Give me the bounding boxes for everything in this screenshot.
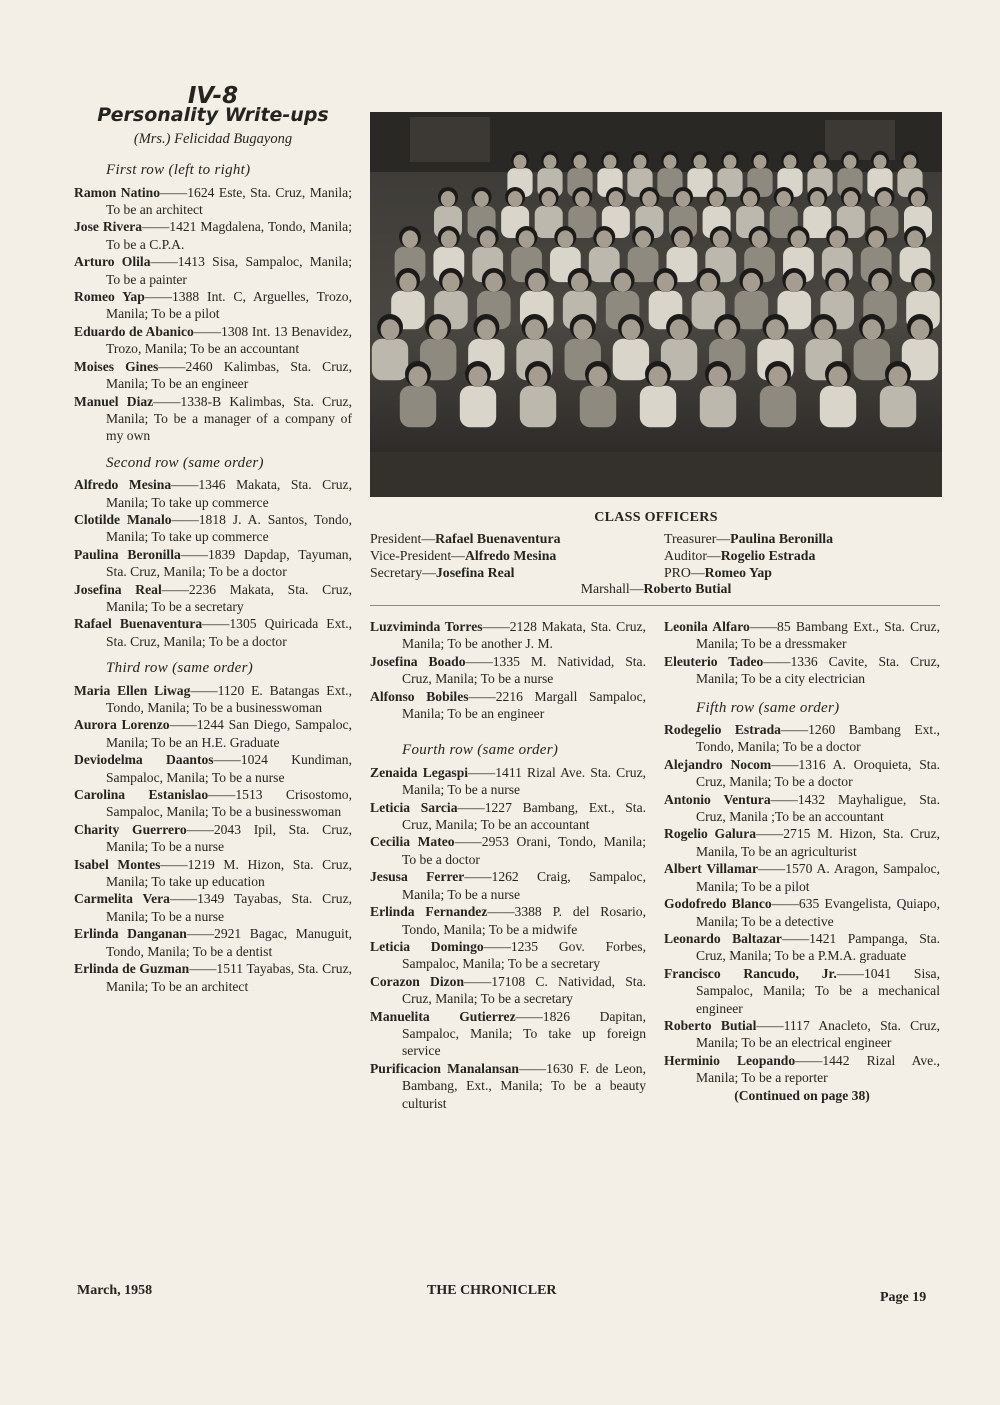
student-details: ——1413 Sisa, Sampaloc, Manila; To be a painter — [106, 254, 353, 287]
footer-date: March, 1958 — [77, 1283, 153, 1298]
student-details: ——1346 Makata, Sta. Cruz, Manila; To take up commerce — [106, 477, 352, 510]
student-name: Zenaida Legaspi — [370, 764, 469, 780]
row-heading-fifth: Fifth row (same order) — [696, 699, 840, 716]
student-entry — [74, 393, 352, 445]
student-entry — [74, 925, 352, 960]
student-entry — [664, 1017, 940, 1052]
student-details: ——1262 Craig, Sampaloc, Manila; To be a nurse — [402, 869, 646, 902]
student-details: ——1839 Dapdap, Tayuman, Sta. Cruz, Manila; To be a doctor — [106, 546, 352, 580]
student-entry — [74, 581, 352, 616]
student-entry — [74, 288, 352, 323]
student-details: ——1227 Bambang, Ext., Sta. Cruz, Manila; To be an accountant — [402, 799, 646, 833]
student-details: ——635 Evangelista, Quiapo, Manila; To be a detective — [696, 896, 940, 929]
student-entry — [74, 786, 352, 821]
student-details: ——1421 Magdalena, Tondo, Manila; To be a C.P.A. — [106, 219, 352, 252]
student-details: ——3388 P. del Rosario, Tondo, Manila; To be a midwife — [402, 904, 646, 937]
student-entry — [664, 895, 940, 930]
page-title: Personality Write-ups — [97, 104, 329, 127]
student-entry — [664, 860, 940, 895]
entry-list-third-row — [74, 682, 352, 995]
student-details: ——2043 Ipil, Sta. Cruz, Manila; To be a nurse — [106, 821, 352, 855]
student-entry — [370, 868, 646, 903]
student-entry — [370, 833, 646, 868]
student-details: ——1244 San Diego, Sampaloc, Manila; To be an H.E. Graduate — [106, 717, 352, 750]
student-entry — [74, 184, 352, 219]
adviser-name: (Mrs.) Felicidad Bugayong — [133, 130, 293, 147]
student-entry — [74, 511, 352, 546]
student-name: Eleuterio Tadeo — [664, 653, 764, 669]
class-photo-graphic — [370, 112, 942, 497]
continued-note: (Continued on page 38) — [734, 1087, 870, 1103]
student-entry — [74, 476, 352, 511]
student-name: Purificacion Manalansan — [370, 1060, 519, 1076]
student-name: Maria Ellen Liwag — [74, 682, 191, 698]
student-name: Francisco Rancudo, Jr. — [664, 965, 837, 981]
row-heading-second: Second row (same order) — [106, 454, 264, 471]
student-name: Manuelita Gutierrez — [370, 1008, 516, 1024]
student-details: ——1235 Gov. Forbes, Sampaloc, Manila; To be a secretary — [402, 938, 646, 972]
student-name: Manuel Diaz — [74, 393, 154, 409]
student-name: Josefina Boado — [370, 653, 466, 669]
student-details: ——2921 Bagac, Manuguit, Tondo, Manila; To be a dentist — [106, 926, 353, 959]
student-entry — [370, 653, 646, 688]
student-details: ——1826 Dapitan, Sampaloc, Manila; To take up foreign service — [402, 1008, 646, 1059]
student-name: Corazon Dizon — [370, 973, 465, 989]
student-entry — [74, 323, 352, 358]
student-name: Moises Gines — [74, 358, 159, 374]
class-photo — [370, 112, 942, 497]
student-details: ——1570 A. Aragon, Sampaloc, Manila; To be a pilot — [696, 861, 940, 894]
student-name: Alfredo Mesina — [74, 477, 172, 493]
student-details: ——1305 Quiricada Ext., Sta. Cruz, Manila; To be a doctor — [106, 616, 352, 649]
student-entry — [370, 799, 646, 834]
officer-secretary: Secretary—Josefina Real — [370, 565, 515, 580]
student-details: ——1411 Rizal Ave. Sta. Cruz, Manila; To be a nurse — [402, 764, 647, 798]
student-entry — [664, 965, 940, 1017]
entry-list-third-row-cont — [370, 618, 646, 722]
student-name: Josefina Real — [74, 581, 162, 597]
student-entry — [370, 764, 646, 799]
student-details: ——2128 Makata, Sta. Cruz, Manila; To be another J. M. — [402, 619, 646, 652]
student-name: Aurora Lorenzo — [74, 717, 170, 733]
student-name: Leticia Domingo — [370, 938, 484, 954]
student-name: Rogelio Galura — [664, 826, 757, 842]
left-column — [74, 83, 353, 995]
student-entry — [370, 1008, 646, 1060]
student-details: ——2460 Kalimbas, Sta. Cruz, Manila; To be an engineer — [106, 358, 352, 392]
entry-list-fourth-row — [370, 764, 646, 1112]
entry-list-first-row — [74, 184, 352, 445]
student-details: ——1432 Mayhaligue, Sta. Cruz, Manila ;To be an accountant — [696, 791, 940, 825]
student-entry — [74, 615, 352, 650]
student-entry — [74, 821, 352, 856]
student-name: Alejandro Nocom — [664, 756, 772, 772]
student-details: ——1219 M. Hizon, Sta. Cruz, Manila; To take up education — [106, 856, 352, 890]
student-details: ——2715 M. Hizon, Sta. Cruz, Manila, To be an agriculturist — [696, 826, 941, 859]
student-name: Antonio Ventura — [664, 791, 771, 807]
student-name: Roberto Butial — [664, 1017, 757, 1033]
student-details: ——17108 C. Natividad, Sta. Cruz, Manila; To be a secretary — [402, 973, 646, 1007]
officer-treasurer: Treasurer—Paulina Beronilla — [664, 531, 834, 546]
student-details: ——2216 Margall Sampaloc, Manila; To be an engineer — [402, 688, 647, 722]
student-entry — [664, 1052, 940, 1087]
student-details: ——1624 Este, Sta. Cruz, Manila; To be an architect — [106, 184, 352, 218]
student-entry — [664, 825, 940, 860]
student-details: ——1120 E. Batangas Ext., Tondo, Manila; To be a businesswoman — [106, 682, 352, 715]
footer-page-number: Page 19 — [880, 1290, 927, 1305]
student-details: ——2953 Orani, Tondo, Manila; To be a doctor — [402, 834, 646, 867]
student-details: ——1338-B Kalimbas, Sta. Cruz, Manila; To be a manager of a company of my own — [106, 393, 352, 444]
student-details: ——1511 Tayabas, Sta. Cruz, Manila; To be an architect — [106, 961, 353, 994]
student-name: Godofredo Blanco — [664, 896, 772, 912]
student-entry — [74, 751, 352, 786]
student-entry — [664, 618, 940, 653]
student-name: Herminio Leopando — [664, 1052, 796, 1068]
row-heading-first: First row (left to right) — [106, 162, 251, 179]
student-details: ——1513 Crisostomo, Sampaloc, Manila; To be a businesswoman — [106, 787, 352, 820]
student-details: ——1335 M. Natividad, Sta. Cruz, Manila; To be a nurse — [402, 653, 646, 687]
row-heading-fourth: Fourth row (same order) — [402, 742, 559, 759]
student-entry — [664, 791, 940, 826]
entry-list-fourth-row-cont — [664, 618, 940, 688]
student-name: Rodegelio Estrada — [664, 722, 781, 738]
student-name: Luzviminda Torres — [370, 619, 483, 634]
student-details: ——1421 Pampanga, Sta. Cruz, Manila; To be a P.M.A. graduate — [696, 930, 941, 964]
student-details: ——1308 Int. 13 Benavidez, Trozo, Manila; To be an accountant — [106, 323, 352, 357]
student-name: Rafael Buenaventura — [74, 616, 203, 632]
officer-pro: PRO—Romeo Yap — [664, 565, 772, 580]
student-details: ——1818 J. A. Santos, Tondo, Manila; To take up commerce — [106, 511, 352, 545]
student-entry — [74, 358, 352, 393]
officers-left — [370, 530, 560, 581]
student-entry — [664, 653, 940, 688]
student-details: ——1630 F. de Leon, Bambang, Ext., Manila; To be a beauty culturist — [402, 1060, 646, 1111]
officer-vice-president: Vice-President—Alfredo Mesina — [370, 548, 557, 563]
officer-president: President—Rafael Buenaventura — [370, 531, 561, 546]
student-name: Romeo Yap — [74, 289, 145, 305]
student-name: Erlinda Fernandez — [370, 904, 488, 920]
student-details: ——1041 Sisa, Sampaloc, Manila; To be a mechanical engineer — [696, 965, 940, 1016]
right-column — [664, 618, 940, 1104]
student-entry — [74, 682, 352, 717]
student-entry — [74, 253, 352, 288]
student-entry — [370, 903, 646, 938]
student-entry — [370, 938, 646, 973]
student-name: Albert Villamar — [664, 861, 759, 877]
officer-marshall: Marshall—Roberto Butial — [580, 581, 732, 596]
student-entry — [370, 973, 646, 1008]
entry-list-fifth-row — [664, 721, 940, 1087]
student-name: Ramon Natino — [74, 184, 161, 200]
class-officers-title: CLASS OFFICERS — [594, 510, 718, 525]
student-entry — [74, 716, 352, 751]
student-entry — [370, 1060, 646, 1112]
student-name: Clotilde Manalo — [74, 511, 172, 527]
student-name: Jesusa Ferrer — [370, 869, 465, 885]
student-details: ——1024 Kundiman, Sampaloc, Manila; To be a nurse — [106, 752, 353, 785]
student-entry — [74, 218, 352, 253]
student-entry — [664, 930, 940, 965]
student-entry — [74, 890, 352, 925]
student-details: ——1442 Rizal Ave., Manila; To be a reporter — [696, 1052, 941, 1086]
student-details: ——85 Bambang Ext., Sta. Cruz, Manila; To be a dressmaker — [696, 619, 940, 652]
student-entry — [370, 688, 646, 723]
row-heading-third: Third row (same order) — [106, 660, 254, 677]
student-entry — [74, 856, 352, 891]
footer-publication: THE CHRONICLER — [427, 1283, 557, 1298]
student-name: Erlinda de Guzman — [74, 961, 190, 977]
student-entry — [664, 721, 940, 756]
student-details: ——1316 A. Oroquieta, Sta. Cruz, Manila; To be a doctor — [696, 756, 940, 790]
student-name: Carmelita Vera — [74, 891, 170, 907]
student-name: Erlinda Danganan — [74, 926, 187, 942]
student-name: Charity Guerrero — [74, 821, 187, 837]
student-name: Carolina Estanislao — [74, 787, 209, 803]
student-details: ——1388 Int. C, Arguelles, Trozo, Manila; To be a pilot — [106, 289, 352, 322]
student-name: Leticia Sarcia — [370, 799, 458, 815]
middle-column — [370, 618, 646, 1112]
student-name: Alfonso Bobiles — [370, 688, 469, 704]
divider — [370, 605, 940, 606]
student-name: Cecilia Mateo — [370, 834, 455, 850]
section-number: IV-8 — [187, 83, 239, 109]
student-name: Eduardo de Abanico — [74, 323, 194, 339]
student-entry — [74, 960, 352, 995]
student-name: Arturo Olila — [74, 254, 151, 270]
student-entry — [370, 618, 646, 653]
student-details: ——1349 Tayabas, Sta. Cruz, Manila; To be a nurse — [106, 891, 352, 924]
student-details: ——1336 Cavite, Sta. Cruz, Manila; To be a city electrician — [696, 653, 940, 687]
student-name: Leonardo Baltazar — [664, 930, 782, 946]
student-name: Leonila Alfaro — [664, 619, 750, 634]
student-name: Paulina Beronilla — [74, 546, 181, 562]
student-entry — [664, 756, 940, 791]
student-details: ——1260 Bambang Ext., Tondo, Manila; To be a doctor — [696, 722, 940, 755]
student-name: Isabel Montes — [74, 856, 161, 872]
officer-auditor: Auditor—Rogelio Estrada — [664, 548, 816, 563]
student-name: Deviodelma Daantos — [74, 752, 214, 768]
entry-list-second-row — [74, 476, 352, 650]
student-entry — [74, 546, 352, 581]
student-details: ——1117 Anacleto, Sta. Cruz, Manila; To be an electrical engineer — [696, 1017, 940, 1051]
student-details: ——2236 Makata, Sta. Cruz, Manila; To be a secretary — [106, 581, 352, 614]
student-name: Jose Rivera — [74, 219, 143, 235]
officers-right — [664, 530, 833, 581]
